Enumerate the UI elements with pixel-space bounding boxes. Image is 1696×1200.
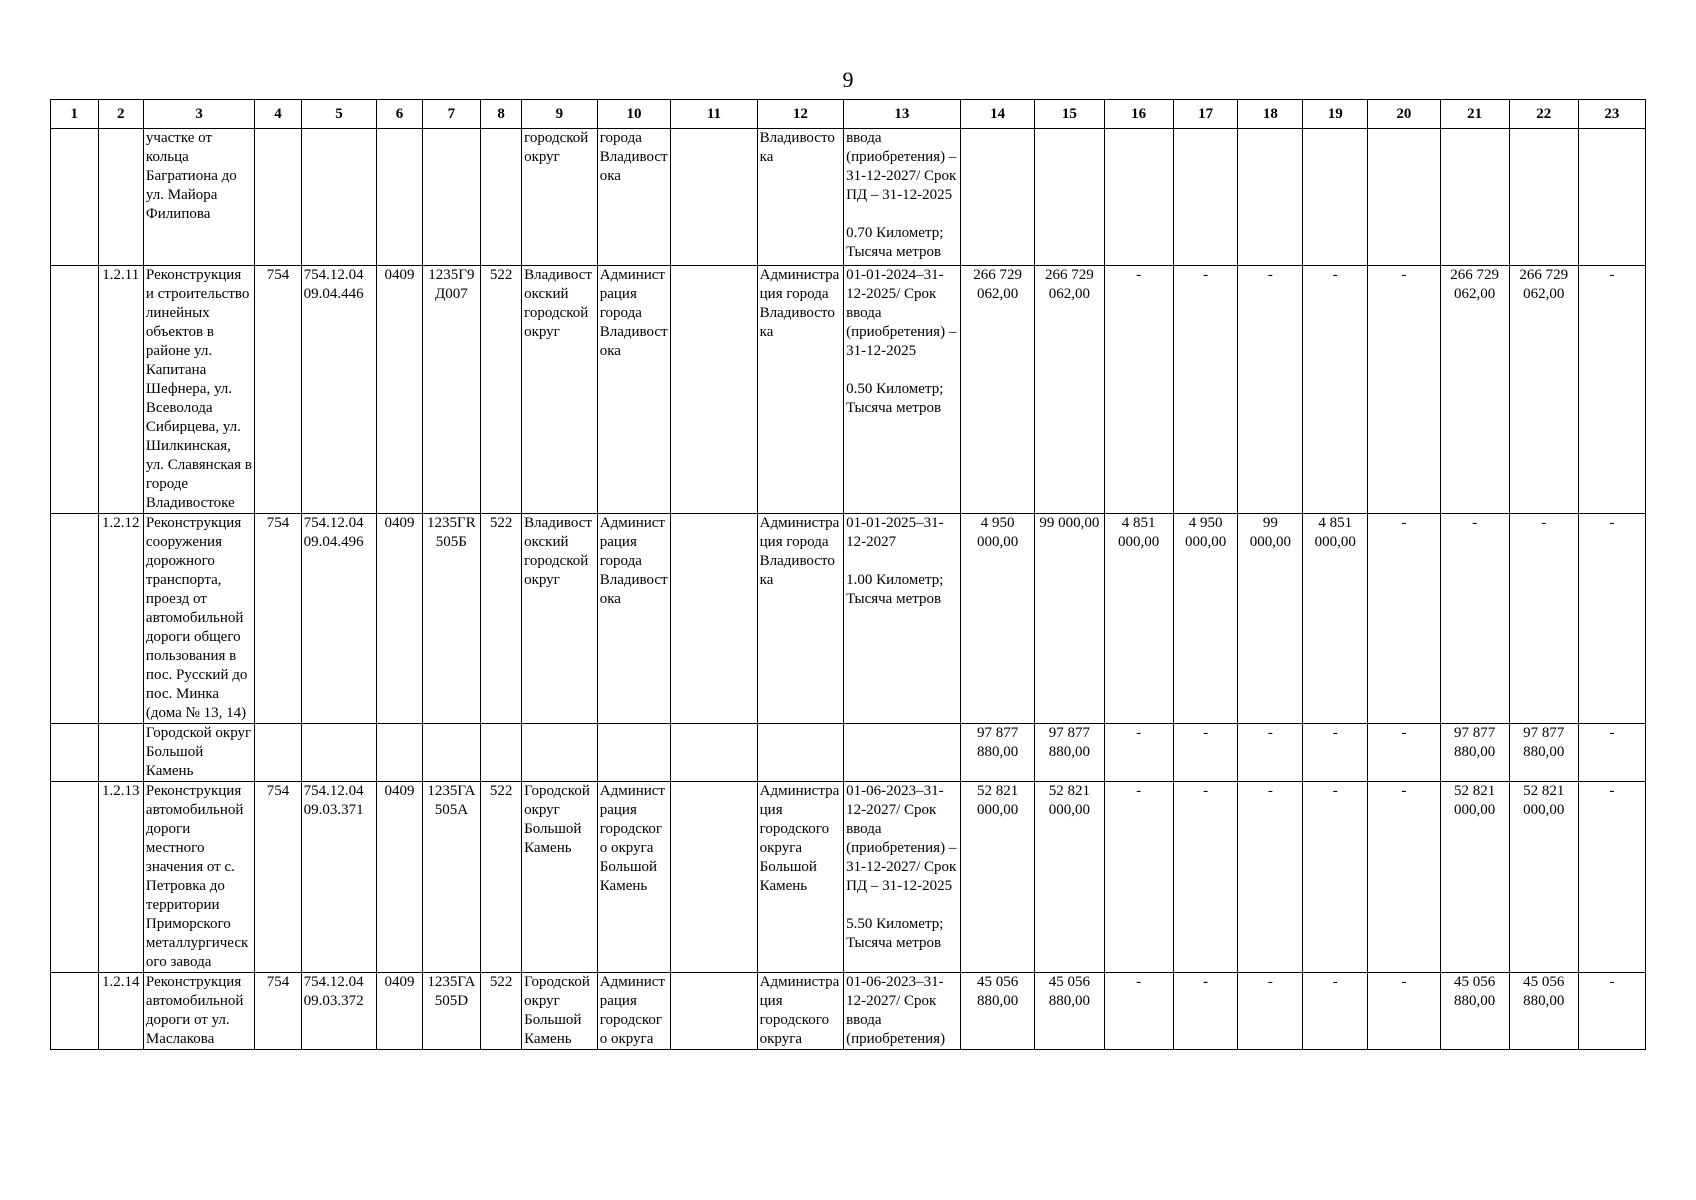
cell-terms-capacity: 0.70 Километр; Тысяча метров [846,225,944,260]
cell-expense-type [481,724,522,782]
cell-municipality: Городской округ Большой Камень [522,782,598,973]
cell-amount: - [1303,724,1368,782]
cell-amount: - [1368,724,1440,782]
cell-municipality: Владивостокский городской округ [522,266,598,514]
cell-terms-dates: 01-01-2025–31-12-2027 [846,515,944,550]
cell-amount: 97 877 880,00 [1509,724,1578,782]
cell-amount: - [1368,266,1440,514]
cell-amount: - [1303,973,1368,1050]
cell-target-article: 1235Г9 Д007 [422,266,480,514]
cell-amount: 266 729 062,00 [1035,266,1104,514]
cell-terms [844,129,961,266]
cell-amount [1368,129,1440,266]
cell-amount: - [1578,724,1645,782]
cell-amount [1238,129,1303,266]
cell-code [301,724,377,782]
cell-section [377,724,422,782]
cell-col11 [671,514,757,724]
cell-terms [844,266,961,514]
cell-customer: Администрация городского округа [597,973,670,1050]
cell-customer [597,724,670,782]
cell-expense-type: 522 [481,266,522,514]
cell-row-number [98,724,143,782]
cell-terms-gap [846,361,958,380]
column-header: 22 [1509,100,1578,129]
cell-col4: 754 [255,782,301,973]
cell-terms-dates: ввода (приобретения) – 31-12-2027/ Срок ПД – 31-12-2025 [846,130,957,203]
cell-terms-capacity: 1.00 Километр; Тысяча метров [846,572,944,607]
cell-code: 754.12.04 09.04.446 [301,266,377,514]
cell-amount: 99 000,00 [1035,514,1104,724]
column-header: 20 [1368,100,1440,129]
cell-col1 [51,782,99,973]
cell-terms-gap [846,896,958,915]
cell-col4: 754 [255,266,301,514]
cell-terms-capacity: 5.50 Километр; Тысяча метров [846,916,944,951]
cell-terms-dates: 01-06-2023–31-12-2027/ Срок ввода (приобретения) [846,974,946,1047]
cell-target-article: 1235ГR 505Б [422,514,480,724]
cell-code: 754.12.04 09.03.371 [301,782,377,973]
column-header: 14 [960,100,1035,129]
cell-administrator: Владивостока [757,129,843,266]
cell-amount: 45 056 880,00 [960,973,1035,1050]
column-header: 4 [255,100,301,129]
cell-amount: - [1368,973,1440,1050]
cell-col11 [671,724,757,782]
cell-col11 [671,129,757,266]
column-header: 1 [51,100,99,129]
cell-col4: 754 [255,973,301,1050]
cell-expense-type: 522 [481,514,522,724]
column-header: 10 [597,100,670,129]
cell-amount: 52 821 000,00 [960,782,1035,973]
cell-amount: - [1173,973,1238,1050]
cell-amount: 99 000,00 [1238,514,1303,724]
column-header: 3 [143,100,254,129]
table-row [51,266,1646,514]
cell-expense-type: 522 [481,973,522,1050]
cell-amount: - [1173,724,1238,782]
cell-amount: 45 056 880,00 [1035,973,1104,1050]
cell-amount: 52 821 000,00 [1440,782,1509,973]
cell-col4 [255,724,301,782]
cell-municipality [522,724,598,782]
table-row [51,129,1646,266]
cell-administrator: Администрация города Владивостока [757,514,843,724]
cell-object-name: Реконструкция автомобильной дороги местного значения от с. Петровка до территории Приморского металлургического завода [143,782,254,973]
cell-section: 0409 [377,973,422,1050]
header-row [51,100,1646,129]
cell-amount: 97 877 880,00 [1035,724,1104,782]
cell-administrator: Администрация городского округа [757,973,843,1050]
cell-section: 0409 [377,782,422,973]
cell-amount: 97 877 880,00 [960,724,1035,782]
cell-expense-type: 522 [481,782,522,973]
page-number: 9 [842,67,854,92]
cell-amount: - [1578,266,1645,514]
cell-amount [1509,129,1578,266]
data-table [50,99,1646,1050]
column-header: 8 [481,100,522,129]
cell-amount: - [1578,514,1645,724]
column-header: 16 [1104,100,1173,129]
cell-amount: 52 821 000,00 [1509,782,1578,973]
cell-amount: - [1368,514,1440,724]
cell-col1 [51,973,99,1050]
cell-code: 754.12.04 09.03.372 [301,973,377,1050]
cell-customer: Администрация города Владивостока [597,514,670,724]
cell-target-article [422,129,480,266]
cell-amount: - [1238,973,1303,1050]
cell-col1 [51,129,99,266]
cell-terms [844,514,961,724]
cell-customer: Администрация городского округа Большой Камень [597,782,670,973]
cell-row-number [98,129,143,266]
cell-col1 [51,724,99,782]
cell-object-name: участке от кольца Багратиона до ул. Майора Филипова [143,129,254,266]
cell-code [301,129,377,266]
cell-row-number: 1.2.12 [98,514,143,724]
cell-amount: - [1104,266,1173,514]
cell-amount: - [1303,782,1368,973]
cell-amount [960,129,1035,266]
column-header: 2 [98,100,143,129]
cell-amount: - [1104,724,1173,782]
cell-amount: - [1509,514,1578,724]
cell-amount: - [1104,782,1173,973]
column-header: 18 [1238,100,1303,129]
cell-terms-dates: 01-01-2024–31-12-2025/ Срок ввода (приобретения) – 31-12-2025 [846,267,957,359]
cell-col1 [51,266,99,514]
column-header: 19 [1303,100,1368,129]
cell-amount [1440,129,1509,266]
cell-amount: - [1238,782,1303,973]
cell-amount: 4 851 000,00 [1303,514,1368,724]
cell-terms-dates: 01-06-2023–31-12-2027/ Срок ввода (приобретения) – 31-12-2027/ Срок ПД – 31-12-2025 [846,783,957,894]
column-header: 11 [671,100,757,129]
column-header: 5 [301,100,377,129]
cell-object-name: Реконструкция автомобильной дороги от ул. Маслакова [143,973,254,1050]
cell-amount [1173,129,1238,266]
column-header: 17 [1173,100,1238,129]
cell-amount: 45 056 880,00 [1440,973,1509,1050]
cell-expense-type [481,129,522,266]
cell-amount: 45 056 880,00 [1509,973,1578,1050]
cell-amount: 266 729 062,00 [1509,266,1578,514]
cell-target-article: 1235ГА 505D [422,973,480,1050]
cell-amount: - [1173,266,1238,514]
cell-municipality: городской округ [522,129,598,266]
cell-col4: 754 [255,514,301,724]
cell-municipality: Владивостокский городской округ [522,514,598,724]
cell-amount: - [1173,782,1238,973]
cell-amount: - [1104,973,1173,1050]
cell-municipality: Городской округ Большой Камень [522,973,598,1050]
cell-target-article: 1235ГА 505А [422,782,480,973]
cell-terms [844,973,961,1050]
column-header: 7 [422,100,480,129]
cell-col1 [51,514,99,724]
cell-administrator: Администрация городского округа Большой Камень [757,782,843,973]
cell-object-name: Городской округ Большой Камень [143,724,254,782]
cell-amount: 4 950 000,00 [1173,514,1238,724]
cell-customer: Администрация города Владивостока [597,266,670,514]
cell-amount: - [1578,973,1645,1050]
cell-terms-gap [846,552,958,571]
cell-amount [1035,129,1104,266]
cell-amount: 4 851 000,00 [1104,514,1173,724]
cell-row-number: 1.2.13 [98,782,143,973]
column-header: 15 [1035,100,1104,129]
cell-amount: - [1238,724,1303,782]
cell-customer: города Владивостока [597,129,670,266]
cell-section: 0409 [377,514,422,724]
cell-amount: 52 821 000,00 [1035,782,1104,973]
cell-row-number: 1.2.11 [98,266,143,514]
cell-section [377,129,422,266]
cell-terms [844,724,961,782]
cell-amount: 266 729 062,00 [960,266,1035,514]
column-header: 13 [844,100,961,129]
cell-amount: 4 950 000,00 [960,514,1035,724]
cell-object-name: Реконструкция и строительство линейных объектов в районе ул. Капитана Шефнера, ул. Всеволода Сибирцева, ул. Шилкинская, ул. Славянская в городе Владивостоке [143,266,254,514]
table-row [51,973,1646,1050]
cell-amount: 97 877 880,00 [1440,724,1509,782]
cell-col11 [671,266,757,514]
cell-col4 [255,129,301,266]
cell-section: 0409 [377,266,422,514]
column-header: 9 [522,100,598,129]
column-header: 12 [757,100,843,129]
cell-col11 [671,782,757,973]
cell-terms [844,782,961,973]
column-header: 6 [377,100,422,129]
cell-amount: 266 729 062,00 [1440,266,1509,514]
cell-row-number: 1.2.14 [98,973,143,1050]
column-header: 23 [1578,100,1645,129]
cell-amount: - [1440,514,1509,724]
cell-administrator [757,724,843,782]
cell-amount: - [1238,266,1303,514]
cell-target-article [422,724,480,782]
table-row [51,724,1646,782]
cell-terms-capacity: 0.50 Километр; Тысяча метров [846,381,944,416]
cell-col11 [671,973,757,1050]
cell-amount [1104,129,1173,266]
cell-administrator: Администрация города Владивостока [757,266,843,514]
cell-amount: - [1578,782,1645,973]
cell-amount: - [1368,782,1440,973]
cell-code: 754.12.04 09.04.496 [301,514,377,724]
cell-amount: - [1303,266,1368,514]
column-header: 21 [1440,100,1509,129]
cell-terms-gap [846,205,958,224]
cell-object-name: Реконструкция сооружения дорожного транспорта, проезд от автомобильной дороги общего пользования в пос. Русский до пос. Минка (дома № 13, 14) [143,514,254,724]
cell-amount [1578,129,1645,266]
cell-amount [1303,129,1368,266]
table-row [51,782,1646,973]
table-row [51,514,1646,724]
